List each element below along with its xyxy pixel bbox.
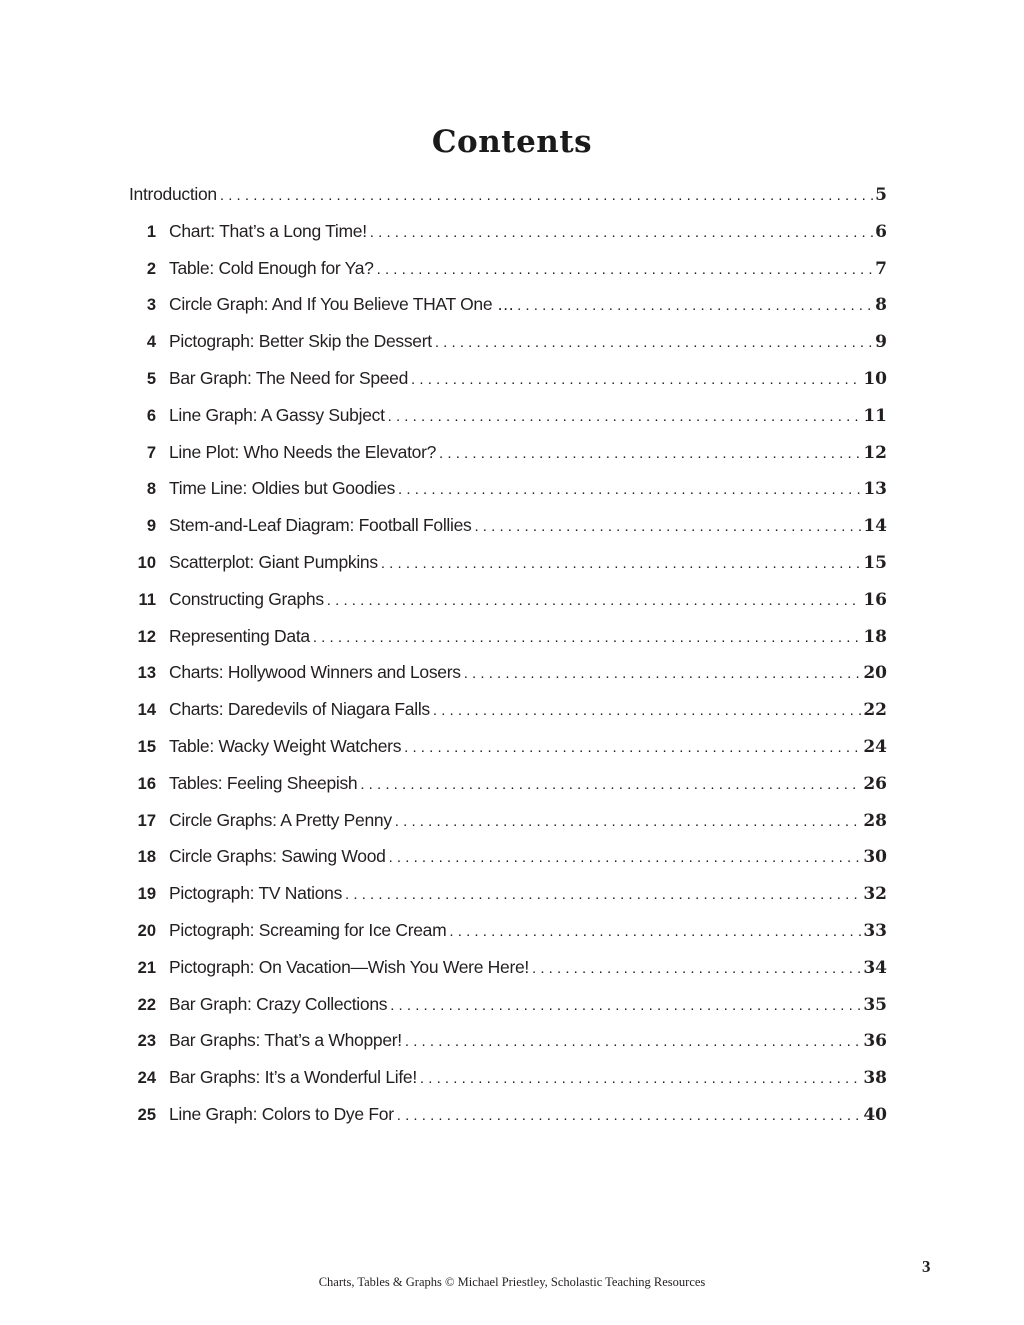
dot-leader — [411, 371, 861, 388]
toc-entry-title: Tables: Feeling Sheepish — [169, 772, 358, 793]
toc-entry-number: 7 — [146, 443, 156, 462]
toc-entry[interactable] — [129, 626, 887, 663]
toc-entry-page: 35 — [863, 994, 887, 1015]
toc-entry-number: 17 — [137, 811, 156, 830]
toc-entry-number: 1 — [146, 222, 156, 241]
toc-entry-number: 15 — [137, 737, 156, 756]
toc-entry[interactable] — [129, 920, 887, 957]
dot-leader — [327, 592, 862, 609]
toc-entry-title: Introduction — [129, 184, 217, 204]
toc-entry[interactable] — [129, 221, 887, 258]
toc-entry-number: 13 — [137, 664, 156, 683]
toc-entry-list — [129, 221, 887, 1141]
dot-leader — [420, 1070, 861, 1087]
toc-entry-number: 25 — [137, 1105, 156, 1124]
toc-entry-page: 38 — [863, 1068, 887, 1089]
toc-entry[interactable] — [129, 442, 887, 479]
toc-entry-title: Line Graph: A Gassy Subject — [169, 404, 385, 425]
dot-leader — [313, 629, 862, 646]
toc-entry-page: 7 — [875, 258, 887, 279]
dot-leader — [377, 261, 874, 278]
toc-entry-number: 16 — [137, 774, 156, 793]
toc-entry-title: Time Line: Oldies but Goodies — [169, 478, 396, 499]
toc-entry-page: 30 — [863, 847, 887, 868]
dot-leader — [360, 776, 861, 793]
toc-entry-page: 5 — [875, 185, 887, 205]
toc-entry-title: Circle Graphs: Sawing Wood — [169, 846, 386, 867]
toc-entry[interactable] — [129, 368, 887, 405]
toc-entry[interactable] — [129, 810, 887, 847]
toc-entry-number: 5 — [146, 369, 156, 388]
toc-entry-title: Pictograph: Screaming for Ice Cream — [169, 919, 447, 940]
toc-entry[interactable] — [129, 699, 887, 736]
toc-entry[interactable] — [129, 1067, 887, 1104]
toc-entry-page: 9 — [875, 332, 887, 353]
toc-entry-page: 26 — [863, 773, 887, 794]
toc-entry-number: 20 — [137, 921, 156, 940]
toc-entry-page: 8 — [875, 295, 887, 316]
toc-entry-page: 40 — [863, 1104, 887, 1125]
dot-leader — [345, 886, 861, 903]
toc-entry-number: 9 — [146, 517, 156, 536]
toc-entry[interactable] — [129, 405, 887, 442]
toc-entry-page: 20 — [863, 663, 887, 684]
dot-leader — [435, 334, 873, 351]
dot-leader — [397, 1107, 862, 1124]
toc-entry-number: 8 — [146, 480, 156, 499]
toc-entry-page: 11 — [863, 405, 887, 426]
toc-entry-title: Circle Graphs: A Pretty Penny — [169, 809, 392, 830]
toc-entry-title: Stem-and-Leaf Diagram: Football Follies — [169, 515, 472, 536]
toc-entry-page: 24 — [863, 736, 887, 757]
toc-entry[interactable] — [129, 589, 887, 626]
toc-entry-page: 33 — [863, 920, 887, 941]
toc-entry[interactable] — [129, 1030, 887, 1067]
toc-entry-page: 28 — [863, 810, 887, 831]
dot-leader — [433, 702, 861, 719]
toc-entry-page: 18 — [863, 626, 887, 647]
toc-entry[interactable] — [129, 994, 887, 1031]
toc-entry-page: 15 — [863, 552, 887, 573]
toc-entry-title: Bar Graph: Crazy Collections — [169, 993, 388, 1014]
toc-entry-number: 19 — [137, 885, 156, 904]
toc-entry-page: 16 — [863, 589, 887, 610]
toc-entry-page: 14 — [863, 516, 887, 537]
dot-leader — [381, 555, 862, 572]
dot-leader — [370, 224, 873, 241]
toc-entry[interactable] — [129, 331, 887, 368]
toc-entry[interactable] — [129, 883, 887, 920]
toc-entry[interactable] — [129, 294, 887, 331]
toc-entry[interactable] — [129, 258, 887, 295]
toc-entry-page: 10 — [863, 368, 887, 389]
dot-leader — [390, 997, 861, 1014]
toc-entry[interactable] — [129, 736, 887, 773]
toc-entry-number: 21 — [137, 958, 156, 977]
toc-entry-number: 4 — [146, 333, 156, 352]
toc-entry-number: 6 — [146, 406, 156, 425]
toc-entry[interactable] — [129, 773, 887, 810]
toc-entry[interactable] — [129, 1104, 887, 1141]
dot-leader — [220, 187, 873, 204]
toc-entry-title: Pictograph: Better Skip the Dessert — [169, 331, 432, 352]
toc-entry[interactable] — [129, 478, 887, 515]
dot-leader — [388, 408, 862, 425]
toc-entry-title: Pictograph: TV Nations — [169, 883, 343, 904]
dot-leader — [517, 297, 873, 314]
toc-entry-title: Chart: That’s a Long Time! — [169, 220, 367, 241]
toc-entry-title: Pictograph: On Vacation—Wish You Were Here! — [169, 956, 529, 977]
toc-entry-number: 14 — [137, 701, 156, 720]
toc-entry-page: 13 — [863, 479, 887, 500]
toc-entry-title: Line Plot: Who Needs the Elevator? — [169, 441, 437, 462]
toc-entry-page: 34 — [863, 957, 887, 978]
toc-entry[interactable] — [129, 662, 887, 699]
toc-entry-number: 22 — [137, 995, 156, 1014]
table-of-contents — [129, 184, 887, 1141]
toc-entry-number: 3 — [146, 296, 156, 315]
dot-leader — [405, 1033, 861, 1050]
toc-entry[interactable] — [129, 515, 887, 552]
toc-entry-title: Constructing Graphs — [169, 588, 324, 609]
toc-entry-number: 10 — [137, 553, 156, 572]
toc-entry-title: Bar Graphs: That’s a Whopper! — [169, 1030, 402, 1051]
dot-leader — [389, 849, 862, 866]
dot-leader — [449, 923, 861, 940]
toc-entry-title: Table: Wacky Weight Watchers — [169, 735, 402, 756]
toc-entry-page: 12 — [863, 442, 887, 463]
toc-entry-title: Line Graph: Colors to Dye For — [169, 1103, 394, 1124]
dot-leader — [439, 445, 861, 462]
toc-entry[interactable] — [129, 957, 887, 994]
toc-entry-number: 2 — [146, 259, 156, 278]
toc-entry-page: 36 — [863, 1031, 887, 1052]
toc-entry-number: 12 — [137, 627, 156, 646]
toc-entry-title: Bar Graphs: It’s a Wonderful Life! — [169, 1067, 417, 1088]
dot-leader — [404, 739, 861, 756]
toc-entry-title: Bar Graph: The Need for Speed — [169, 367, 409, 388]
page-number: 3 — [922, 1257, 931, 1276]
toc-entry-number: 11 — [138, 590, 156, 609]
toc-entry-page: 6 — [875, 221, 887, 242]
toc-entry-title: Circle Graph: And If You Believe THAT One … — [169, 294, 515, 315]
toc-entry-introduction[interactable] — [129, 184, 887, 221]
dot-leader — [474, 518, 861, 535]
dot-leader — [398, 481, 861, 498]
toc-entry-page: 32 — [863, 884, 887, 905]
page-title: Contents — [431, 124, 593, 160]
toc-entry-title: Charts: Hollywood Winners and Losers — [169, 662, 461, 683]
toc-entry-title: Scatterplot: Giant Pumpkins — [169, 551, 378, 572]
toc-entry-number: 23 — [137, 1032, 156, 1051]
toc-entry-page: 22 — [863, 700, 887, 721]
dot-leader — [395, 813, 862, 830]
dot-leader — [464, 665, 862, 682]
toc-entry[interactable] — [129, 552, 887, 589]
toc-entry-title: Table: Cold Enough for Ya? — [169, 257, 374, 278]
toc-entry-title: Charts: Daredevils of Niagara Falls — [169, 699, 430, 720]
toc-entry-number: 24 — [137, 1069, 156, 1088]
toc-entry[interactable] — [129, 846, 887, 883]
toc-entry-number: 18 — [137, 848, 156, 867]
dot-leader — [532, 960, 861, 977]
toc-entry-title: Representing Data — [169, 625, 310, 646]
footer-credit: Charts, Tables & Graphs © Michael Priestley, Scholastic Teaching Resources — [318, 1275, 706, 1289]
